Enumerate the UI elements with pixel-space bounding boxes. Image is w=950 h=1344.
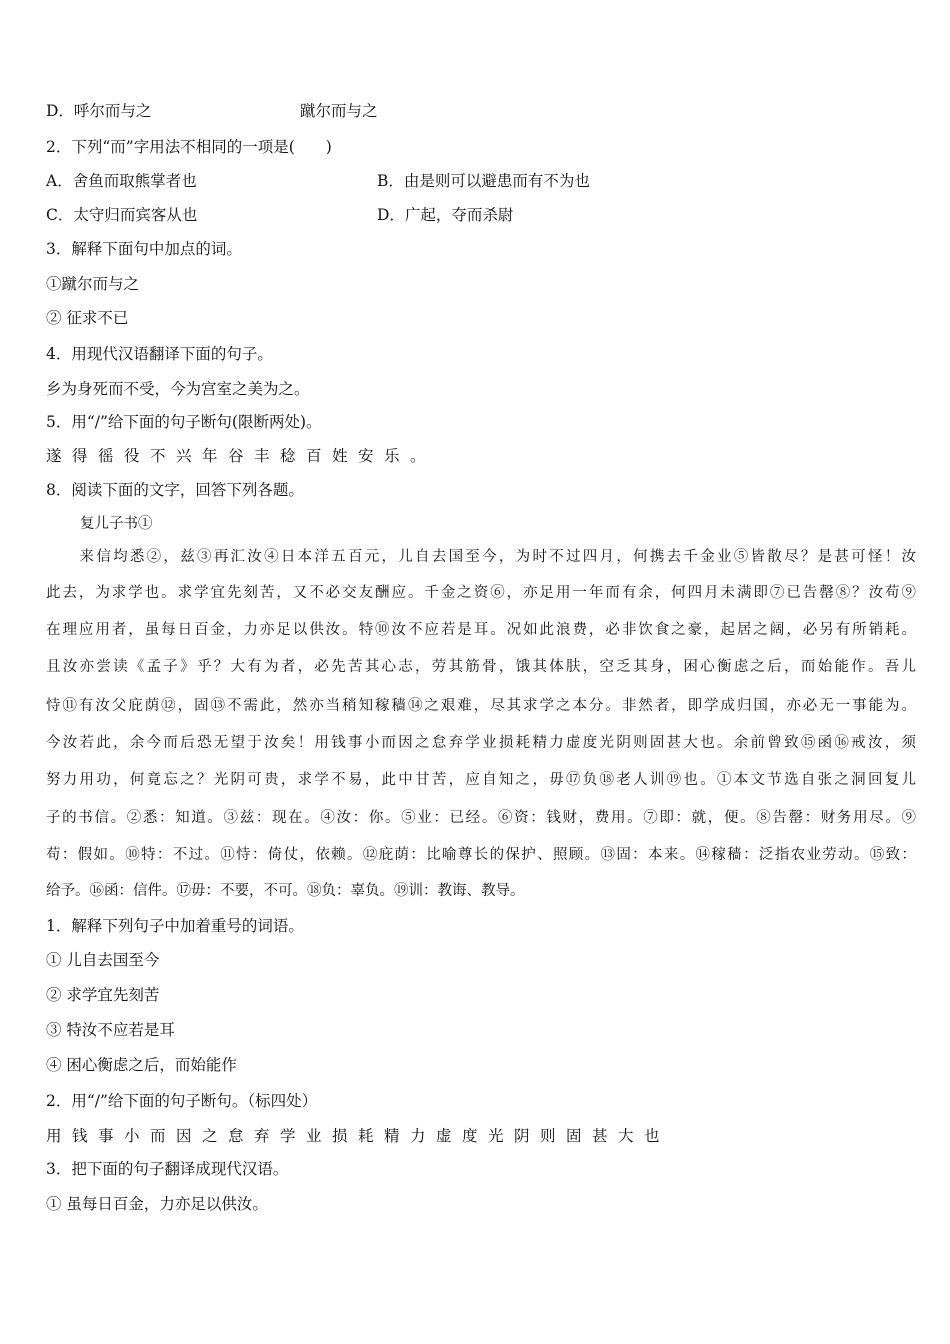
sub-question-1-item-4: ④ 困心衡虑之后，而始能作 — [46, 1056, 237, 1074]
footnote-line: 苟：假如。⑩特：不过。⑪恃：倚仗，依赖。⑫庇荫：比喻尊长的保护、照顾。⑬固：本来。⑭稼穑：泛指农业劳动。⑮致： — [46, 847, 916, 863]
option-d-left: D．呼尔而与之 — [46, 102, 152, 120]
passage-line: 恃⑪有汝父庇荫⑫，固⑬不需此，然亦当稍知稼穑⑭之艰难，尽其求学之本分。非然者，即学成归国，亦必无一事能为。 — [46, 698, 916, 714]
option-d: D．广起，夺而杀尉 — [377, 206, 514, 224]
sub-question-2-sentence: 用钱事小而因之怠弃学业损耗精力虚度光阴则固甚大也 — [46, 1127, 671, 1145]
option-c: C．太守归而宾客从也 — [46, 206, 198, 224]
sub-question-2-stem: 2．用“/”给下面的句子断句。（标四处） — [46, 1092, 318, 1110]
sub-question-1-stem: 1．解释下列句子中加着重号的词语。 — [46, 917, 304, 935]
question-5-sentence: 遂得徭役不兴年谷丰稔百姓安乐。 — [46, 447, 437, 465]
question-4-sentence: 乡为身死而不受，今为宫室之美为之。 — [46, 380, 310, 398]
passage-line: 在理应用者，虽每日百金，力亦足以供汝。特⑩汝不应若是耳。况如此浪费，必非饮食之豪，起居之阔，必另有所销耗。 — [46, 622, 916, 638]
question-3-item-2: ② 征求不已 — [46, 309, 129, 327]
passage-line: 来信均悉②，兹③再汇汝④日本洋五百元，儿自去国至今，为时不过四月，何携去千金业⑤皆散尽？是甚可怪！汝 — [46, 549, 916, 565]
passage-line: 努力用功，何竟忘之？光阴可贵，求学不易，此中甘苦，应自知之，毋⑰负⑱老人训⑲也。①本文节选自张之洞回复儿 — [46, 772, 916, 788]
question-4-stem: 4．用现代汉语翻译下面的句子。 — [46, 345, 273, 363]
option-d-right: 蹴尔而与之 — [300, 102, 378, 120]
question-3-stem: 3．解释下面句中加点的词。 — [46, 240, 242, 258]
option-a: A．舍鱼而取熊掌者也 — [46, 172, 197, 190]
question-8-stem: 8．阅读下面的文字，回答下列各题。 — [46, 481, 304, 499]
question-5-stem: 5．用“/”给下面的句子断句(限断两处)。 — [46, 413, 322, 431]
footnote-line: 给予。⑯函：信件。⑰毋：不要，不可。⑱负：辜负。⑲训：教诲、教导。 — [46, 883, 525, 899]
option-b: B．由是则可以避患而有不为也 — [377, 172, 590, 190]
footnote-line: 子的书信。②悉：知道。③兹：现在。④汝：你。⑤业：已经。⑥资：钱财，费用。⑦即：就，便。⑧告罄：财务用尽。⑨ — [46, 810, 916, 826]
passage-line: 今汝若此，余今而后恐无望于汝矣！用钱事小而因之怠弃学业损耗精力虚度光阴则固甚大也。余前曾致⑮函⑯戒汝，须 — [46, 735, 916, 751]
sub-question-1-item-3: ③ 特汝不应若是耳 — [46, 1021, 175, 1039]
sub-question-1-item-2: ② 求学宜先刻苦 — [46, 986, 160, 1004]
question-2-stem: 2．下列“而”字用法不相同的一项是( ) — [46, 138, 332, 156]
passage-line: 且汝亦尝读《孟子》乎？大有为者，必先苦其心志，劳其筋骨，饿其体肤，空乏其身，困心衡虑之后，而始能作。吾儿 — [46, 659, 916, 675]
sub-question-3-stem: 3．把下面的句子翻译成现代汉语。 — [46, 1160, 289, 1178]
question-3-item-1: ①蹴尔而与之 — [46, 275, 140, 293]
passage-title: 复儿子书① — [80, 516, 153, 532]
sub-question-1-item-1: ① 儿自去国至今 — [46, 951, 160, 969]
passage-line: 此去，为求学也。求学宜先刻苦，又不必交友酬应。千金之资⑥，亦足用一年而有余，何四月未满即⑦已告罄⑧？汝苟⑨ — [46, 585, 916, 601]
sub-question-3-item-1: ① 虽每日百金，力亦足以供汝。 — [46, 1195, 268, 1213]
